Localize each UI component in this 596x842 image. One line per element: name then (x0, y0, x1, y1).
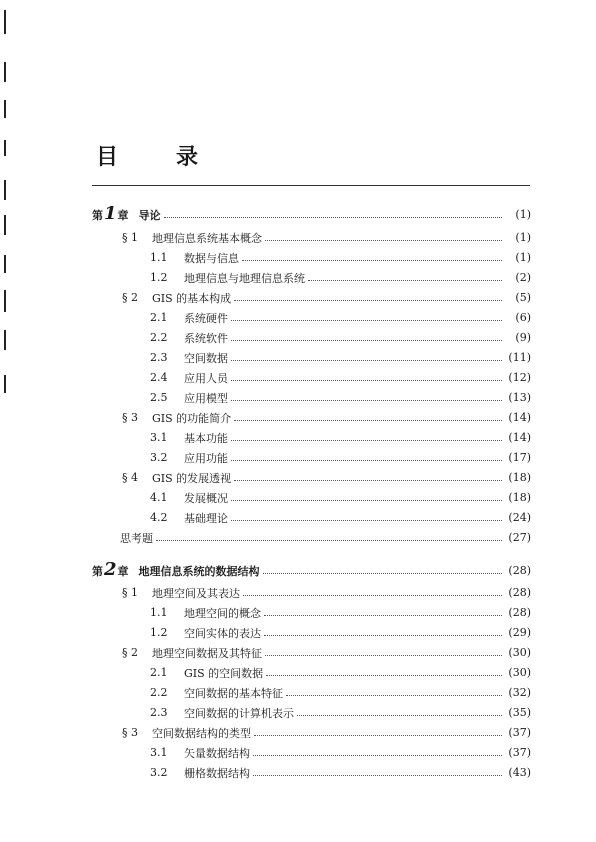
page-number: (32) (508, 686, 531, 699)
entry-number: 2.5 (150, 391, 168, 404)
page-number: (2) (515, 271, 531, 284)
chapter-suffix: 章 (117, 208, 129, 222)
leader-dots (263, 573, 502, 574)
entry-title: GIS 的功能简介 (152, 411, 232, 425)
leader-dots (234, 300, 502, 301)
page-number: (28) (508, 564, 531, 577)
chapter-prefix: 第 (92, 208, 103, 222)
entry-title: 地理空间的概念 (184, 606, 261, 620)
entry-number: 3.2 (150, 451, 168, 464)
entry-number: § 3 (122, 411, 138, 424)
entry-number: 2.4 (150, 371, 168, 384)
page-number: (6) (515, 311, 531, 324)
page-number: (11) (508, 351, 531, 364)
chapter-title: 地理信息系统的数据结构 (138, 564, 260, 578)
toc-entry[interactable] (122, 288, 531, 307)
toc-entry[interactable] (150, 268, 531, 287)
page-number: (1) (515, 208, 531, 221)
page-number: (18) (508, 491, 531, 504)
page-number: (35) (508, 706, 531, 719)
entry-title: 应用模型 (184, 391, 228, 405)
leader-dots (253, 775, 502, 776)
entry-title: 矢量数据结构 (184, 746, 250, 760)
entry-title: 系统软件 (184, 331, 228, 345)
chapter-number: 2 (104, 559, 117, 580)
leader-dots (231, 520, 502, 521)
entry-title: 发展概况 (184, 491, 228, 505)
entry-title: 空间实体的表达 (184, 626, 261, 640)
entry-number: 4.1 (150, 491, 168, 504)
page-number: (43) (508, 766, 531, 779)
page-number: (14) (508, 431, 531, 444)
leader-dots (308, 280, 502, 281)
page-title-char-2: 录 (176, 144, 199, 170)
leader-dots (231, 360, 502, 361)
entry-number: § 1 (122, 231, 138, 244)
entry-number: 1.1 (150, 606, 168, 619)
toc-entry[interactable] (122, 643, 531, 662)
page-number: (28) (508, 606, 531, 619)
page-number: (13) (508, 391, 531, 404)
page-number: (30) (508, 666, 531, 679)
page-number: (12) (508, 371, 531, 384)
toc-entry[interactable] (122, 408, 531, 427)
leader-dots (286, 695, 502, 696)
entry-number: 4.2 (150, 511, 168, 524)
entry-title: 栅格数据结构 (184, 766, 250, 780)
entry-title: GIS 的发展透视 (152, 471, 232, 485)
entry-title: GIS 的空间数据 (184, 666, 264, 680)
page-number: (1) (515, 251, 531, 264)
leader-dots (266, 675, 502, 676)
leader-dots (231, 320, 502, 321)
leader-dots (234, 420, 502, 421)
page-number: (9) (515, 331, 531, 344)
page-number: (28) (508, 586, 531, 599)
page-number: (27) (508, 531, 531, 544)
page-number: (37) (508, 746, 531, 759)
entry-number: 2.1 (150, 311, 168, 324)
entry-title: 思考题 (120, 531, 153, 545)
leader-dots (242, 260, 502, 261)
entry-number: 2.2 (150, 686, 168, 699)
toc-entry[interactable] (150, 248, 531, 267)
page-number: (1) (515, 231, 531, 244)
entry-title: 地理信息与地理信息系统 (184, 271, 305, 285)
entry-title: 空间数据 (184, 351, 228, 365)
toc-entry[interactable] (122, 723, 531, 742)
page-number: (14) (508, 411, 531, 424)
toc-entry[interactable] (150, 348, 531, 367)
entry-title: GIS 的基本构成 (152, 291, 232, 305)
toc-entry[interactable] (150, 743, 531, 762)
leader-dots (231, 500, 502, 501)
entry-number: 2.3 (150, 706, 168, 719)
entry-title: 地理空间数据及其特征 (152, 646, 262, 660)
entry-title: 地理信息系统基本概念 (152, 231, 262, 245)
toc-entry-exercises[interactable] (120, 528, 531, 547)
toc-entry[interactable] (150, 703, 531, 722)
entry-number: 1.2 (150, 626, 168, 639)
entry-number: 2.3 (150, 351, 168, 364)
entry-number: 2.1 (150, 666, 168, 679)
toc-entry[interactable] (150, 623, 531, 642)
entry-title: 地理空间及其表达 (152, 586, 240, 600)
page-number: (17) (508, 451, 531, 464)
toc-entry[interactable] (150, 663, 531, 682)
page-number: (24) (508, 511, 531, 524)
entry-number: 1.1 (150, 251, 168, 264)
toc-entry[interactable] (150, 388, 531, 407)
entry-number: 1.2 (150, 271, 168, 284)
entry-title: 空间数据的计算机表示 (184, 706, 294, 720)
leader-dots (156, 540, 502, 541)
entry-title: 应用功能 (184, 451, 228, 465)
toc-entry[interactable] (150, 428, 531, 447)
toc-entry[interactable] (122, 583, 531, 602)
toc-entry[interactable] (122, 468, 531, 487)
leader-dots (253, 755, 502, 756)
toc-entry[interactable] (150, 763, 531, 782)
page-number: (37) (508, 726, 531, 739)
page-number: (30) (508, 646, 531, 659)
leader-dots (254, 735, 502, 736)
chapter-2-entry[interactable] (92, 561, 531, 580)
toc-entry[interactable] (150, 368, 531, 387)
toc-entry[interactable] (150, 308, 531, 327)
entry-number: § 4 (122, 471, 138, 484)
leader-dots (243, 595, 502, 596)
leader-dots (264, 635, 502, 636)
chapter-suffix: 章 (117, 564, 129, 578)
chapter-prefix: 第 (92, 564, 103, 578)
entry-number: 2.2 (150, 331, 168, 344)
entry-number: 3.1 (150, 431, 168, 444)
chapter-1-entry[interactable] (92, 205, 531, 224)
entry-title: 系统硬件 (184, 311, 228, 325)
entry-number: 3.2 (150, 766, 168, 779)
page-title-char-1: 目 (96, 144, 119, 170)
toc-entry[interactable] (150, 508, 531, 527)
entry-number: § 3 (122, 726, 138, 739)
chapter-title: 导论 (138, 208, 161, 222)
page-number: (18) (508, 471, 531, 484)
entry-number: § 2 (122, 646, 138, 659)
toc-entry[interactable] (150, 683, 531, 702)
leader-dots (231, 440, 502, 441)
toc-entry[interactable] (122, 228, 531, 247)
page-number: (29) (508, 626, 531, 639)
entry-title: 基本功能 (184, 431, 228, 445)
entry-title: 数据与信息 (184, 251, 239, 265)
toc-entry[interactable] (150, 603, 531, 622)
page-number: (5) (515, 291, 531, 304)
entry-title: 应用人员 (184, 371, 228, 385)
entry-number: § 2 (122, 291, 138, 304)
leader-dots (265, 240, 502, 241)
leader-dots (231, 400, 502, 401)
entry-title: 基础理论 (184, 511, 228, 525)
entry-title: 空间数据结构的类型 (152, 726, 251, 740)
leader-dots (264, 615, 502, 616)
leader-dots (231, 460, 502, 461)
chapter-number: 1 (104, 203, 117, 224)
toc-entry[interactable] (150, 328, 531, 347)
leader-dots (164, 217, 502, 218)
entry-number: 3.1 (150, 746, 168, 759)
entry-title: 空间数据的基本特征 (184, 686, 283, 700)
toc-entry[interactable] (150, 448, 531, 467)
leader-dots (231, 380, 502, 381)
entry-number: § 1 (122, 586, 138, 599)
leader-dots (297, 715, 502, 716)
leader-dots (265, 655, 502, 656)
leader-dots (234, 480, 502, 481)
toc-entry[interactable] (150, 488, 531, 507)
leader-dots (231, 340, 502, 341)
